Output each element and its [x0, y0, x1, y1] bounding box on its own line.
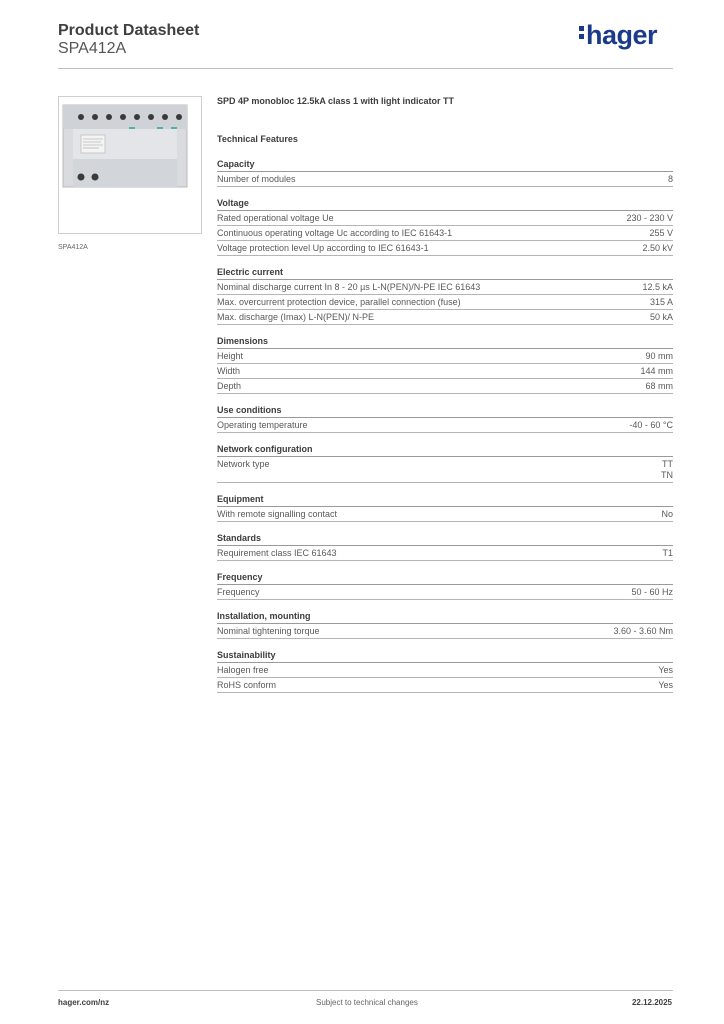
spec-row: [217, 172, 673, 187]
spec-value: 315 A: [649, 297, 673, 307]
spec-section: [217, 159, 673, 187]
spec-label: Nominal discharge current In 8 - 20 µs L-N(PEN)/N-PE IEC 61643: [217, 282, 481, 292]
surge-protector-illustration: [59, 97, 201, 233]
spec-value: Yes: [658, 665, 673, 675]
spec-row: [217, 310, 673, 325]
spec-section: [217, 267, 673, 325]
spec-row: [217, 418, 673, 433]
spec-row: [217, 624, 673, 639]
spec-row: [217, 457, 673, 483]
section-title: Dimensions: [217, 336, 673, 349]
spec-row: [217, 379, 673, 394]
spec-label: Max. discharge (Imax) L-N(PEN)/ N-PE: [217, 312, 375, 322]
spec-row: [217, 678, 673, 693]
spec-row: [217, 295, 673, 310]
section-title: Installation, mounting: [217, 611, 673, 624]
technical-features-heading: Technical Features: [217, 134, 298, 144]
spec-section: [217, 572, 673, 600]
spec-section: [217, 198, 673, 256]
spec-label: RoHS conform: [217, 680, 277, 690]
footer-notice: Subject to technical changes: [316, 998, 418, 1007]
hager-logo: hager: [579, 20, 657, 51]
spec-label: Depth: [217, 381, 242, 391]
spec-section: [217, 444, 673, 483]
section-title: Capacity: [217, 159, 673, 172]
footer-date: 22.12.2025: [631, 998, 672, 1007]
spec-label: Operating temperature: [217, 420, 308, 430]
spec-value: 230 - 230 V: [626, 213, 673, 223]
spec-value: T1: [662, 548, 673, 558]
spec-label: Halogen free: [217, 665, 269, 675]
section-title: Use conditions: [217, 405, 673, 418]
logo-dots-icon: [579, 23, 585, 42]
section-title: Electric current: [217, 267, 673, 280]
spec-sections: [217, 159, 673, 693]
spec-value: 12.5 kA: [642, 282, 673, 292]
spec-section: [217, 611, 673, 639]
spec-value: TT TN: [661, 459, 673, 480]
spec-row: [217, 226, 673, 241]
footer-divider: [58, 990, 673, 991]
spec-row: [217, 211, 673, 226]
spec-value: -40 - 60 °C: [629, 420, 673, 430]
document-sku: SPA412A: [58, 40, 127, 57]
section-title: Frequency: [217, 572, 673, 585]
spec-label: Requirement class IEC 61643: [217, 548, 337, 558]
spec-value: 255 V: [649, 228, 673, 238]
section-title: Network configuration: [217, 444, 673, 457]
spec-value: 144 mm: [640, 366, 673, 376]
section-title: Voltage: [217, 198, 673, 211]
spec-value: 68 mm: [645, 381, 673, 391]
footer-website: hager.com/nz: [58, 998, 110, 1007]
spec-value: 3.60 - 3.60 Nm: [613, 626, 673, 636]
document-title: Product Datasheet: [58, 22, 200, 39]
spec-label: With remote signalling contact: [217, 509, 338, 519]
spec-label: Max. overcurrent protection device, parallel connection (fuse): [217, 297, 461, 307]
header-divider: [58, 68, 673, 69]
spec-row: [217, 507, 673, 522]
spec-label: Network type: [217, 459, 270, 469]
spec-label: Voltage protection level Up according to IEC 61643-1: [217, 243, 429, 253]
spec-section: [217, 336, 673, 394]
product-description: SPD 4P monobloc 12.5kA class 1 with light indicator TT: [217, 96, 455, 106]
spec-label: Number of modules: [217, 174, 296, 184]
spec-section: [217, 494, 673, 522]
spec-value: 50 - 60 Hz: [631, 587, 673, 597]
spec-row: [217, 364, 673, 379]
spec-row: [217, 546, 673, 561]
section-title: Sustainability: [217, 650, 673, 663]
specifications: [217, 96, 673, 704]
spec-row: [217, 280, 673, 295]
page-header: [58, 22, 673, 70]
spec-value: 90 mm: [645, 351, 673, 361]
product-image: [58, 96, 202, 234]
spec-label: Frequency: [217, 587, 260, 597]
spec-value: No: [661, 509, 673, 519]
spec-section: [217, 405, 673, 433]
spec-row: [217, 663, 673, 678]
spec-label: Rated operational voltage Ue: [217, 213, 334, 223]
section-title: Standards: [217, 533, 673, 546]
spec-row: [217, 585, 673, 600]
spec-label: Width: [217, 366, 241, 376]
spec-row: [217, 241, 673, 256]
spec-value: 50 kA: [649, 312, 673, 322]
spec-value: 2.50 kV: [642, 243, 673, 253]
spec-section: [217, 650, 673, 693]
spec-value: 8: [667, 174, 673, 184]
spec-value: Yes: [658, 680, 673, 690]
image-caption: SPA412A: [58, 244, 88, 251]
spec-label: Continuous operating voltage Uc according to IEC 61643-1: [217, 228, 453, 238]
spec-label: Height: [217, 351, 244, 361]
spec-label: Nominal tightening torque: [217, 626, 320, 636]
section-title: Equipment: [217, 494, 673, 507]
spec-section: [217, 533, 673, 561]
spec-row: [217, 349, 673, 364]
